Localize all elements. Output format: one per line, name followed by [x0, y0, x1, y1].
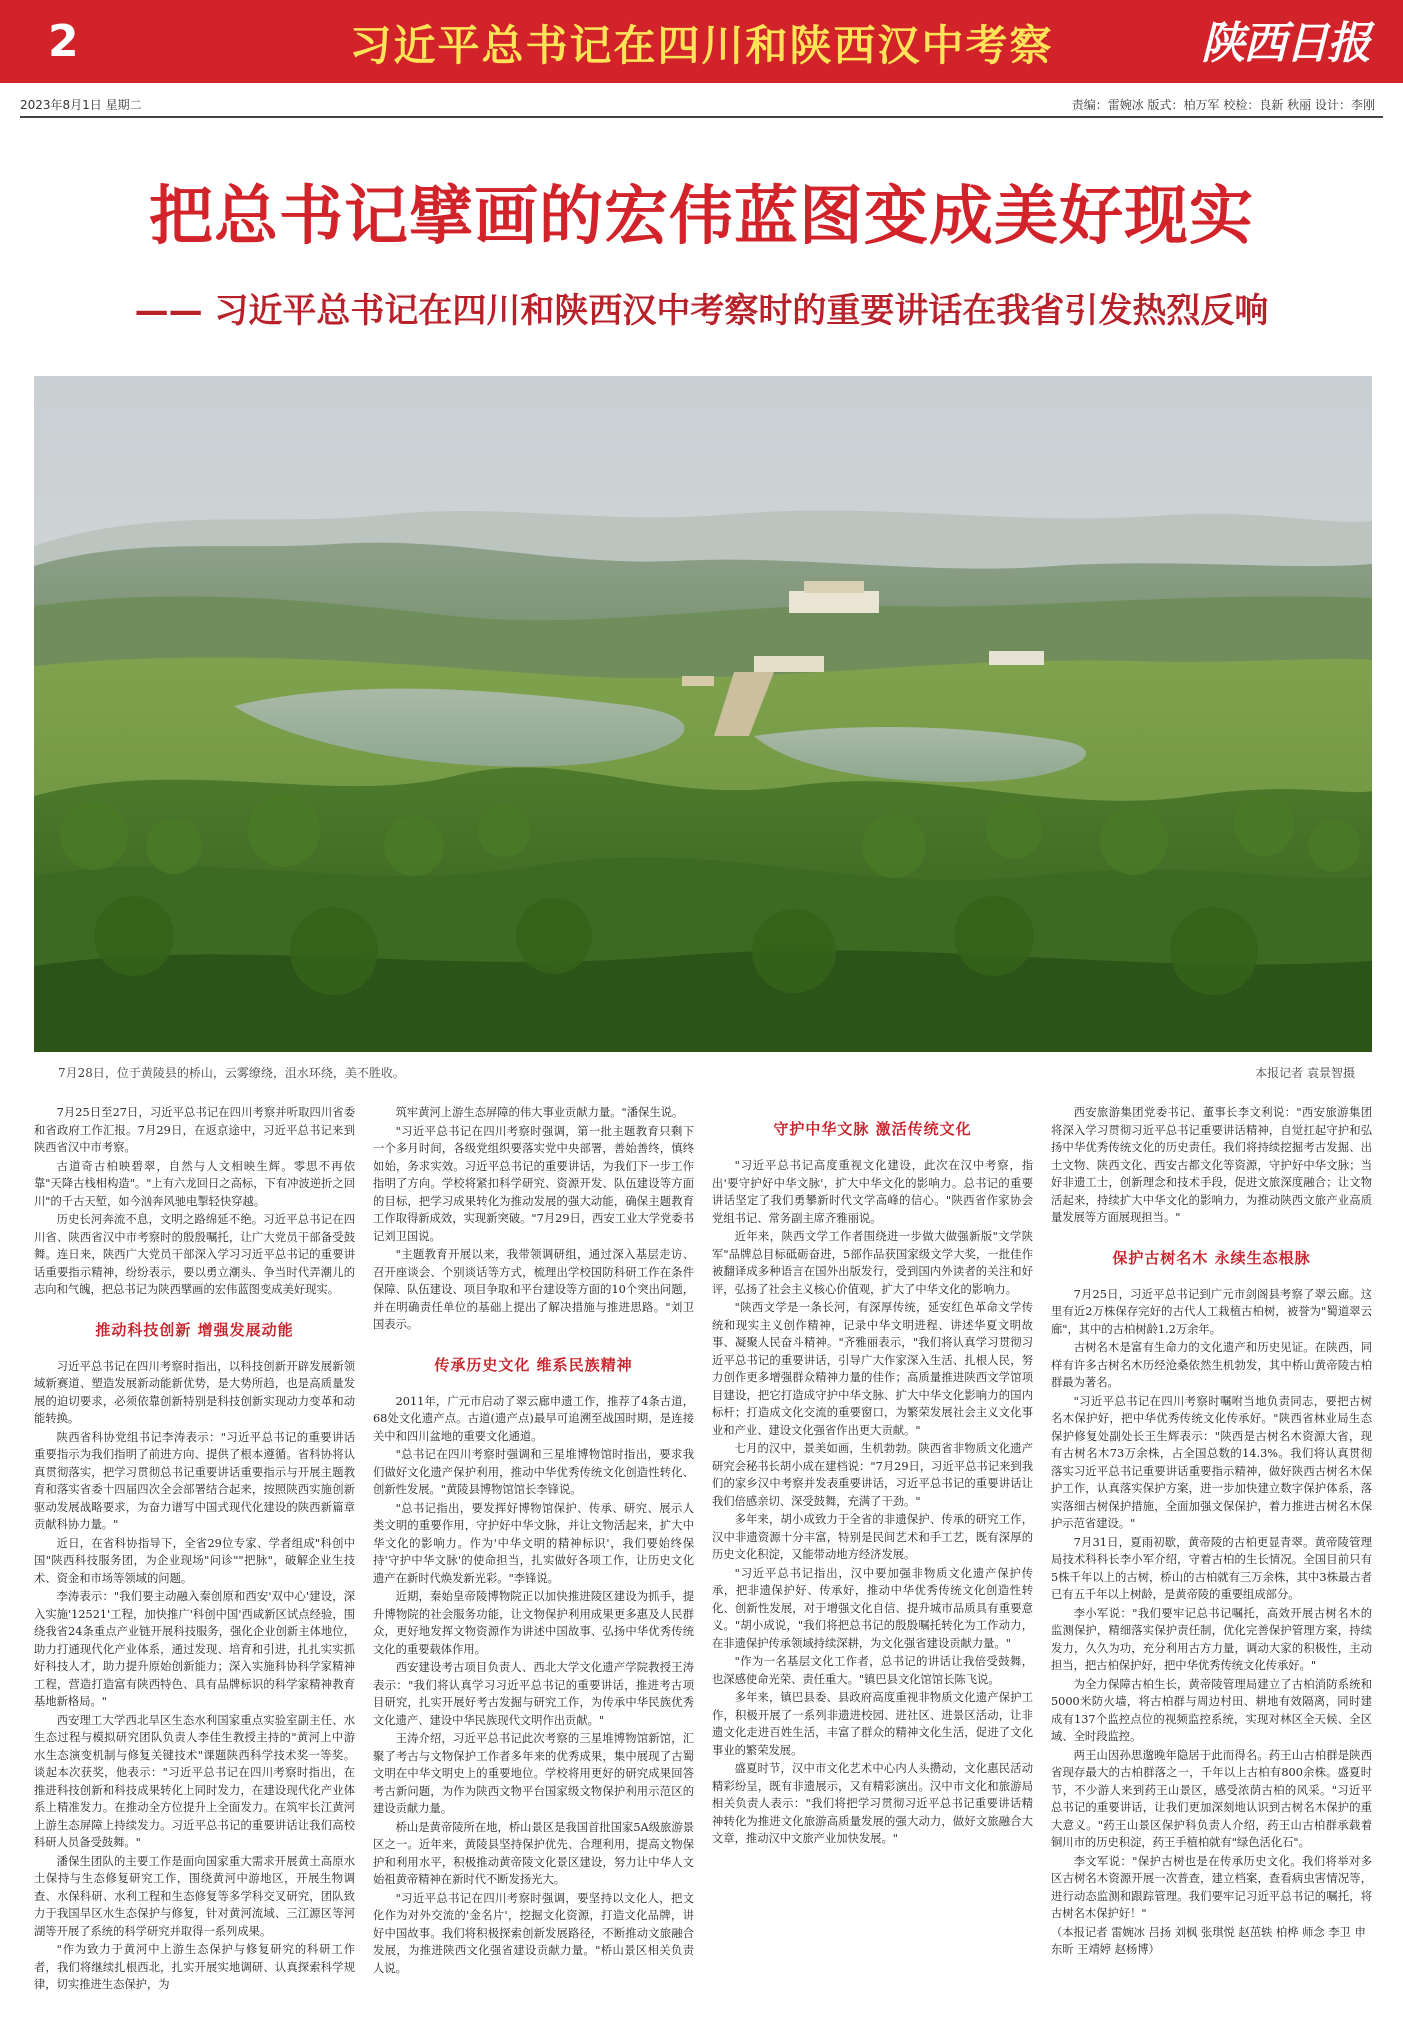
body-paragraph: 潘保生团队的主要工作是面向国家重大需求开展黄土高原水土保持与生态修复研究工作，围绕黄河中游地区，开展生物调查、水保科研、水利工程和生态修复等多学科交叉研究，团队致力于我国旱区水生态保护与修复，针对黄河流域、三江源区等河湖等开展了系统的科学研究并取得一系列成果。 [34, 1854, 355, 1938]
body-paragraph: 桥山是黄帝陵所在地，桥山景区是我国首批国家5A级旅游景区之一。近年来，黄陵县坚持保护优先、合理利用，提高文物保护和利用水平，积极推动黄帝陵文化景区建设，努力让中华人文始祖黄帝精神在新时代不断发扬光大。 [373, 1820, 694, 1886]
body-paragraph: "作为一名基层文化工作者，总书记的讲话让我倍受鼓舞，也深感使命光荣、责任重大。"镇巴县文化馆馆长陈飞说。 [712, 1655, 1033, 1686]
body-paragraph: "习近平总书记在四川考察时强调，第一批主题教育只剩下一个多月时间，各级党组织要落实党中央部署，善始善终，慎终如始，务求实效。习近平总书记的重要讲话，为我们下一步工作指明了方向。学校将紧扣科学研究、资源开发、队伍建设等方面的目标，把学习成果转化为推动发展的强大动能，确保主题教育工作取得新成效，实现新突破。"7月29日，西安工业大学党委书记刘卫国说。 [373, 1124, 694, 1243]
body-paragraph: "总书记在四川考察时强调和三星堆博物馆时指出，要求我们做好文化遗产保护利用，推动中华优秀传统文化创造性转化、创新性发展。"黄陵县博物馆馆长李锋说。 [373, 1448, 694, 1496]
body-paragraph: "习近平总书记在四川考察时嘱咐当地负责同志，要把古树名木保护好，把中华优秀传统文化传承好。"陕西省林业局生态保护修复处副处长王生辉表示："陕西是古树名木资源大省，现有古树名木73万余株，占全国总数的14.3%。我们将认真贯彻落实习近平总书记重要讲话重要指示精神，做好陕西古树名木保护工作，认真落实保护方案，进一步加快建立数字保护体系，落实落细古树保护措施，全面加强文保保护，着力推进古树名木保护示范省建设。" [1051, 1394, 1372, 1530]
body-paragraph: "主题教育开展以来，我带领调研组，通过深入基层走访、召开座谈会、个别谈话等方式，梳理出学校国防科研工作在条件保障、队伍建设、项目争取和平台建设等方面的10个突出问题，并在明确责任单位的基础上提出了解决措施与推进思路。"刘卫国表示。 [373, 1248, 694, 1331]
article-column [712, 1104, 1033, 2024]
body-paragraph: 西安旅游集团党委书记、董事长李文利说："西安旅游集团将深入学习贯彻习近平总书记重要讲话精神，自觉扛起守护和弘扬中华优秀传统文化的历史责任。我们将持续挖掘考古发掘、出土文物、陕西文化、西安古都文化等资源，守护好中华文脉；当好非遗工士，创新理念和技术手段，促进文旅深度融合；让文物活起来，持续扩大中华文化的影响力，为推动陕西文旅产业高质量发展等方面展现担当。" [1051, 1106, 1372, 1224]
body-paragraph: "陕西文学是一条长河，有深厚传统，延安红色革命文学传统和现实主义创作精神，记录中华文明进程、讲述华夏文明故事、凝聚人民奋斗精神。"齐雅丽表示，"我们将认真学习贯彻习近平总书记的重要讲话，引导广大作家深入生活、扎根人民，努力创作更多增强群众精神力量的佳作；高质量推进陕西文学馆项目建设，把它打造成守护中华文脉、扩大中华文化影响力的国内标杆；打造成文化交流的重要窗口，为繁荣发展社会主义文化事业和产业、建设文化强省作出更大贡献。" [712, 1301, 1033, 1437]
section-heading: 传承历史文化 维系民族精神 [434, 1355, 633, 1374]
body-paragraph: "习近平总书记指出，汉中要加强非物质文化遗产保护传承，把非遗保护好、传承好，推动中华优秀传统文化创造性转化、创新性发展，对于增强文化自信、提升城市品质具有重要意义。"胡小成说，"我们将把总书记的殷殷嘱托转化为工作动力，在非遗保护传承领域持续深耕，为文化强省建设贡献力量。" [712, 1566, 1033, 1650]
body-paragraph: 盛夏时节，汉中市文化艺术中心内人头攒动，文化惠民活动精彩纷呈，既有非遗展示，又有精彩演出。汉中市文化和旅游局相关负责人表示："我们将把学习贯彻习近平总书记重要讲话精神转化为推进文化旅游高质量发展的强大动力，做好文旅融合大文章，推动汉中文旅产业加快发展。" [712, 1762, 1033, 1845]
body-paragraph: 2011年，广元市启动了翠云廊申遗工作，推荐了4条古道，68处文化遗产点。古道(遗产点)最早可追溯至战国时期，是连接关中和四川盆地的重要文化通道。 [373, 1394, 694, 1443]
body-paragraph: 筑牢黄河上游生态屏障的伟大事业贡献力量。"潘保生说。 [395, 1106, 684, 1119]
body-paragraph: 7月25日，习近平总书记到广元市剑阁县考察了翠云廊。这里有近2万株保存完好的古代人工栽植古柏树，被誉为"蜀道翠云廊"，其中的古柏树龄1.2万余年。 [1051, 1287, 1372, 1336]
body-paragraph: 古道奇古柏映碧翠，自然与人文相映生辉。零思不再依靠"天降古栈相构造"。"上有六龙回日之高标，下有冲波逆折之回川"的千古天堑，如今汹奔风驰电掣轻快穿越。 [34, 1159, 355, 1208]
header-rule [20, 116, 1383, 118]
article-subheadline: —— 习近平总书记在四川和陕西汉中考察时的重要讲话在我省引发热烈反响 [134, 291, 1269, 331]
body-paragraph: 7月25日至27日，习近平总书记在四川考察并听取四川省委和省政府工作汇报。7月29日，在返京途中，习近平总书记来到陕西省汉中市考察。 [34, 1106, 355, 1154]
body-paragraph: 多年来，胡小成致力于全省的非遗保护、传承的研究工作，汉中非遗资源十分丰富，特别是民间艺术和手工艺，既有深厚的历史文化积淀，又能带动地方经济发展。 [712, 1513, 1033, 1561]
section-heading: 守护中华文脉 激活传统文化 [773, 1120, 972, 1138]
body-paragraph: 西安理工大学西北旱区生态水利国家重点实验室副主任、水生态过程与模拟研究团队负责人李佳生教授主持的"黄河上中游水生态演变机制与修复关键技术"课题陕西科学技术奖一等奖。谈起本次获奖，他表示："习近平总书记在四川考察时指出，在推进科技创新和科技成果转化上同时发力，在建设现代化产业体系上精准发力。在推动全方位提升上全面发力。在筑牢长江黄河上游生态屏障上持续发力。习近平总书记的重要讲话让我们高校科研人员备受鼓舞。" [34, 1713, 355, 1849]
body-paragraph: 七月的汉中，景美如画，生机勃勃。陕西省非物质文化遗产研究会秘书长胡小成在建档说："7月29日，习近平总书记来到我们的家乡汉中考察并发表重要讲话，习近平总书记的重要讲话让我们倍感亲切、深受鼓舞，充满了干劲。" [712, 1442, 1033, 1508]
body-paragraph: 李文军说："保护古树也是在传承历史文化。我们将举对多区古树名木资源开展一次普查，建立档案，查看病虫害情况等，进行动态监测和跟踪管理。我们要牢记习近平总书记的嘱托，将古树名木保护好！" [1051, 1854, 1372, 1920]
body-paragraph: 历史长河奔流不息，文明之路绵延不绝。习近平总书记在四川省、陕西省汉中市考察时的殷殷嘱托，让广大党员干部备受鼓舞。连日来，陕西广大党员干部深入学习习近平总书记的重要讲话重要指示精神，纷纷表示，要以勇立潮头、争当时代弄潮儿的志向和气魄，把总书记为陕西擘画的宏伟蓝图变成美好现实。 [34, 1213, 355, 1296]
section-heading: 推动科技创新 增强发展动能 [95, 1320, 294, 1339]
body-paragraph: 为全力保障古柏生长，黄帝陵管理局建立了古柏消防系统和5000米防火墙，将古柏群与周边村田、耕地有效隔离，同时建成有137个监控点位的视频监控系统，实现对林区全天候、全区域、全时段监控。 [1051, 1677, 1372, 1743]
landscape-photo [34, 376, 1372, 1052]
issue-date: 2023年8月1日 星期二 [20, 98, 142, 112]
newspaper-logo: 陕西日报 [1201, 18, 1369, 69]
body-paragraph: 近期，秦始皇帝陵博物院正以加快推进陵区建设为抓手，提升博物院的社会服务功能，让文物保护利用成果更多惠及人民群众，更好地发挥文物资源作为讲述中国故事、弘扬中华优秀传统文化的重要载体作用。 [373, 1590, 694, 1656]
body-paragraph: 陕西省科协党组书记李涛表示："习近平总书记的重要讲话重要指示为我们指明了前进方向、提供了根本遵循。省科协将认真贯彻落实，把学习贯彻总书记重要讲话重要指示与开展主题教育和落实省委十四届四次全会部署结合起来，按照陕西实施创新驱动发展战略要求，为奋力谱写中国式现代化建设的陕西新篇章贡献科协力量。" [34, 1430, 355, 1531]
body-paragraph: 7月31日，夏雨初歇，黄帝陵的古柏更显青翠。黄帝陵管理局技术科科长李小军介绍，守着古柏的生长情况。全国目前只有5株千年以上的古树，桥山的古柏就有三万余株，其中3株最古者已有五千年以上树龄，是黄帝陵的重要组成部分。 [1051, 1535, 1372, 1601]
article-body [34, 1104, 1372, 2024]
article-column [34, 1104, 355, 2024]
article-headline: 把总书记擘画的宏伟蓝图变成美好现实 [149, 180, 1254, 254]
article-column [373, 1104, 694, 2024]
body-paragraph: 王涛介绍，习近平总书记此次考察的三星堆博物馆新馆，汇聚了考古与文物保护工作者多年来的优秀成果，集中展现了古蜀文明在中华文明史上的重要地位。学校将用更好的研究成果回答考古新问题，为作为陕西文物平台国家级文物保护利用示范区的建设贡献力量。 [373, 1732, 694, 1815]
body-paragraph: "习近平总书记高度重视文化建设，此次在汉中考察，指出'要守护好中华文脉'，扩大中华文化的影响力。总书记的重要讲话坚定了我们勇攀新时代文学高峰的信心。"陕西省作家协会党组书记、常务副主席齐雅丽说。 [712, 1159, 1033, 1225]
body-paragraph: 李涛表示："我们要主动融入秦创原和西安'双中心'建设，深入实施'12521'工程，加快推广'科创中国'西咸新区试点经验，围绕我省24条重点产业链开展科技服务，强化企业创新主体地位，助力打通现代化产业体系，通过发现、培育和引进，扎扎实实抓好科技人才，助力提升原始创新能力；深入实施科协科学家精神工程，营造打造富有陕西特色、具有品牌标识的科学家精神教育基地新格局。" [34, 1590, 355, 1708]
section-heading: 保护古树名木 永续生态根脉 [1112, 1248, 1311, 1267]
body-paragraph: 古树名木是富有生命力的文化遗产和历史见证。在陕西，同样有许多古树名木历经沧桑依然生机勃发，其中桥山黄帝陵古柏群最为著名。 [1051, 1341, 1372, 1389]
section-title: 习近平总书记在四川和陕西汉中考察 [349, 21, 1054, 70]
body-paragraph: 西安建设考古项目负责人、西北大学文化遗产学院教授王涛表示："我们将认真学习习近平总书记的重要讲话，推进考古项目研究，扎实开展好考古发掘与研究工作，为传承中华民族优秀文化遗产、建设中华民族现代文明作出贡献。" [373, 1661, 694, 1727]
body-paragraph: "总书记指出，要发挥好博物馆保护、传承、研究、展示人类文明的重要作用，守护好中华文脉，并让文物活起来，扩大中华文化的影响力。作为'中华文明的精神标识'，我们要始终保持'守护中华文脉'的使命担当，扎实做好各项工作，让历史文化遗产在新时代焕发新光彩。"李锋说。 [373, 1501, 694, 1585]
body-paragraph: 习近平总书记在四川考察时指出，以科技创新开辟发展新领域新赛道、塑造发展新动能新优势，是大势所趋，也是高质量发展的迫切要求，必须依靠创新特别是科技创新实现动力变革和动能转换。 [34, 1359, 355, 1425]
photo-caption: 7月28日，位于黄陵县的桥山，云雾缭绕，沮水环绕，美不胜收。 [58, 1066, 405, 1080]
body-paragraph: "作为致力于黄河中上游生态保护与修复研究的科研工作者，我们将继续扎根西北，扎实开展实地调研、认真探索科学规律，切实推进生态保护，为 [34, 1943, 355, 1991]
body-paragraph: 近日，在省科协指导下，全省29位专家、学者组成"科创中国"陕西科技服务团，为企业现场"问诊""把脉"，破解企业生技术、资金和市场等领域的问题。 [34, 1536, 355, 1585]
article-column [1051, 1104, 1372, 2024]
body-paragraph: 近年来，陕西文学工作者围绕进一步做大做强新版"文学陕军"品牌总目标砥砺奋进，5部作品获国家级文学大奖，一批佳作被翻译成多种语言在国外出版发行，受到国内外读者的关注和好评，弘扬了社会主义核心价值观，扩大了中华文化的影响力。 [712, 1230, 1033, 1296]
body-paragraph: "习近平总书记在四川考察时强调，要坚持以文化人，把文化作为对外交流的'金名片'，挖掘文化资源，打造文化品牌，讲好中国故事。我们将积极探索创新发展路径，不断推动文旅融合发展，为推进陕西文化强省建设贡献力量。"桥山景区相关负责人说。 [373, 1891, 694, 1975]
body-paragraph: 两王山因孙思邈晚年隐居于此而得名。药王山古柏群是陕西省现存最大的古柏群落之一，千年以上古柏有800余株。盛夏时节，不少游人来到药王山景区，感受浓荫古柏的风采。"习近平总书记的重要讲话，让我们更加深刻地认识到古树名木保护的重大意义。"药王山景区保护科负责人介绍，药王山古柏群承载着铜川市的历史积淀，药王手植柏就有"绿色活化石"。 [1051, 1748, 1372, 1849]
page-banner [0, 0, 1403, 83]
page-number: 2 [48, 16, 79, 67]
editorial-staff: 责编：雷婉冰 版式：柏万军 校检：良新 秋丽 设计：李刚 [1071, 98, 1375, 112]
body-paragraph: 李小军说："我们要牢记总书记嘱托，高效开展古树名木的监测保护，精细落实保护责任制，优化完善保护管理方案，持续发力，久久为功，充分利用古方力量，调动大家的积极性，主动担当，把古柏保护好，把中华优秀传统文化传承好。" [1051, 1606, 1372, 1672]
body-paragraph: 多年来，镇巴县委、县政府高度重视非物质文化遗产保护工作，积极开展了一系列非遗进校园、进社区、进景区活动，让非遗文化走进百姓生活，丰富了群众的精神文化生活，促进了文化事业的繁荣发展。 [712, 1691, 1033, 1757]
photo-credit: 本报记者 袁景智摄 [1255, 1066, 1355, 1080]
reporter-byline: （本报记者 雷婉冰 吕扬 刘枫 张琪悦 赵茁轶 柏桦 师念 李卫 申东昕 王靖婷 赵杨博） [1051, 1925, 1366, 1956]
